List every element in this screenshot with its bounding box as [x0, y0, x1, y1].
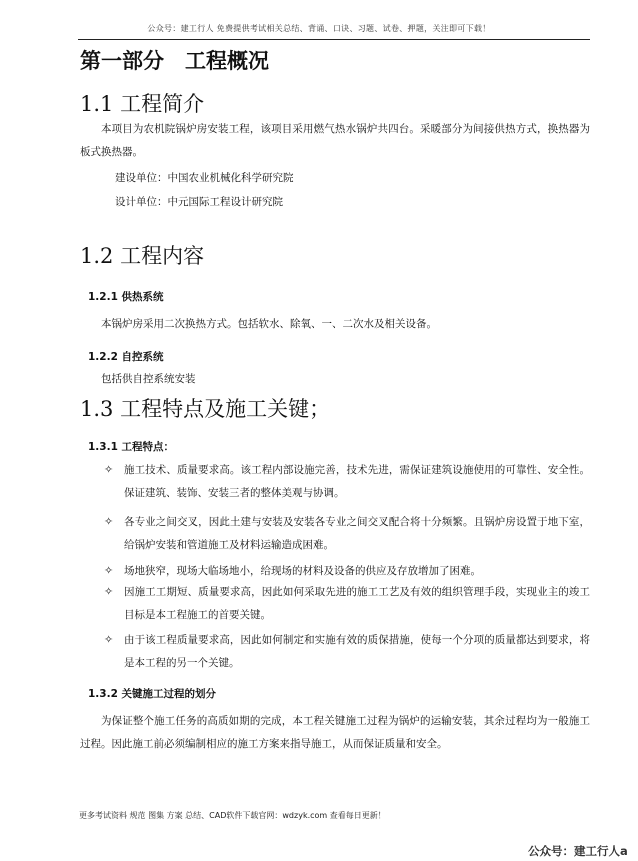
bullet-diamond-icon: ✧ [104, 633, 114, 646]
bullet-diamond-icon: ✧ [104, 585, 114, 598]
designer-unit: 设计单位：中元国际工程设计研究院 [115, 196, 283, 208]
subheading-1-3-1: 1.3.1 工程特点： [88, 441, 175, 453]
section-heading-1-3: 1.3 工程特点及施工关键； [80, 397, 331, 421]
header-note: 公众号：建工行人 免费提供考试相关总结、背诵、口诀、习题、试卷、押题，关注即可下载！ [147, 24, 491, 33]
bullet-diamond-icon: ✧ [104, 515, 114, 528]
feature-bullet-5: 由于该工程质量要求高，因此如何制定和实施有效的质保措施，使每一个分项的质量都达到要求，将是本工程的另一个关键。 [124, 634, 590, 669]
feature-bullet-1: 施工技术、质量要求高。该工程内部设施完善，技术先进，需保证建筑设施使用的可靠性、安全性。保证建筑、装饰、安装三者的整体美观与协调。 [124, 464, 590, 499]
section-heading-1-2: 1.2 工程内容 [80, 244, 205, 268]
subsection-1-2-1-text: 本锅炉房采用二次换热方式。包括软水、除氧、一、二次水及相关设备。 [101, 318, 437, 330]
part-title: 第一部分 工程概况 [80, 48, 269, 73]
footer-note: 更多考试资料 规范 图集 方案 总结、CAD软件下载官网：wdzyk.com 查看每日更新！ [79, 811, 386, 820]
bullet-diamond-icon: ✧ [104, 463, 114, 476]
section-1-1-intro: 本项目为农机院锅炉房安装工程，该项目采用燃气热水锅炉共四台。采暖部分为间接供热方式，换热器为板式换热器。 [80, 123, 590, 158]
feature-bullet-4: 因施工工期短、质量要求高，因此如何采取先进的施工工艺及有效的组织管理手段，实现业主的竣工目标是本工程施工的首要关键。 [124, 586, 590, 621]
owner-unit: 建设单位：中国农业机械化科学研究院 [115, 172, 294, 184]
subheading-1-2-1: 1.2.1 供热系统 [88, 291, 164, 303]
watermark-label: 公众号：建工行人a [528, 844, 628, 858]
subheading-1-3-2: 1.3.2 关键施工过程的划分 [88, 688, 217, 700]
header-divider [78, 39, 590, 40]
feature-bullet-2: 各专业之间交叉，因此土建与安装及安装各专业之间交叉配合将十分频繁。且锅炉房设置于地下室，给锅炉安装和管道施工及材料运输造成困难。 [124, 516, 590, 551]
feature-bullet-3: 场地狭窄，现场大临场地小，给现场的材料及设备的供应及存放增加了困难。 [124, 565, 481, 577]
subsection-1-2-2-text: 包括供自控系统安装 [101, 373, 196, 385]
section-heading-1-1: 1.1 工程简介 [80, 92, 205, 116]
subheading-1-2-2: 1.2.2 自控系统 [88, 351, 164, 363]
subsection-1-3-2-text: 为保证整个施工任务的高质如期的完成，本工程关键施工过程为锅炉的运输安装，其余过程均为一般施工过程。因此施工前必须编制相应的施工方案来指导施工，从而保证质量和安全。 [80, 715, 590, 750]
bullet-diamond-icon: ✧ [104, 564, 114, 577]
